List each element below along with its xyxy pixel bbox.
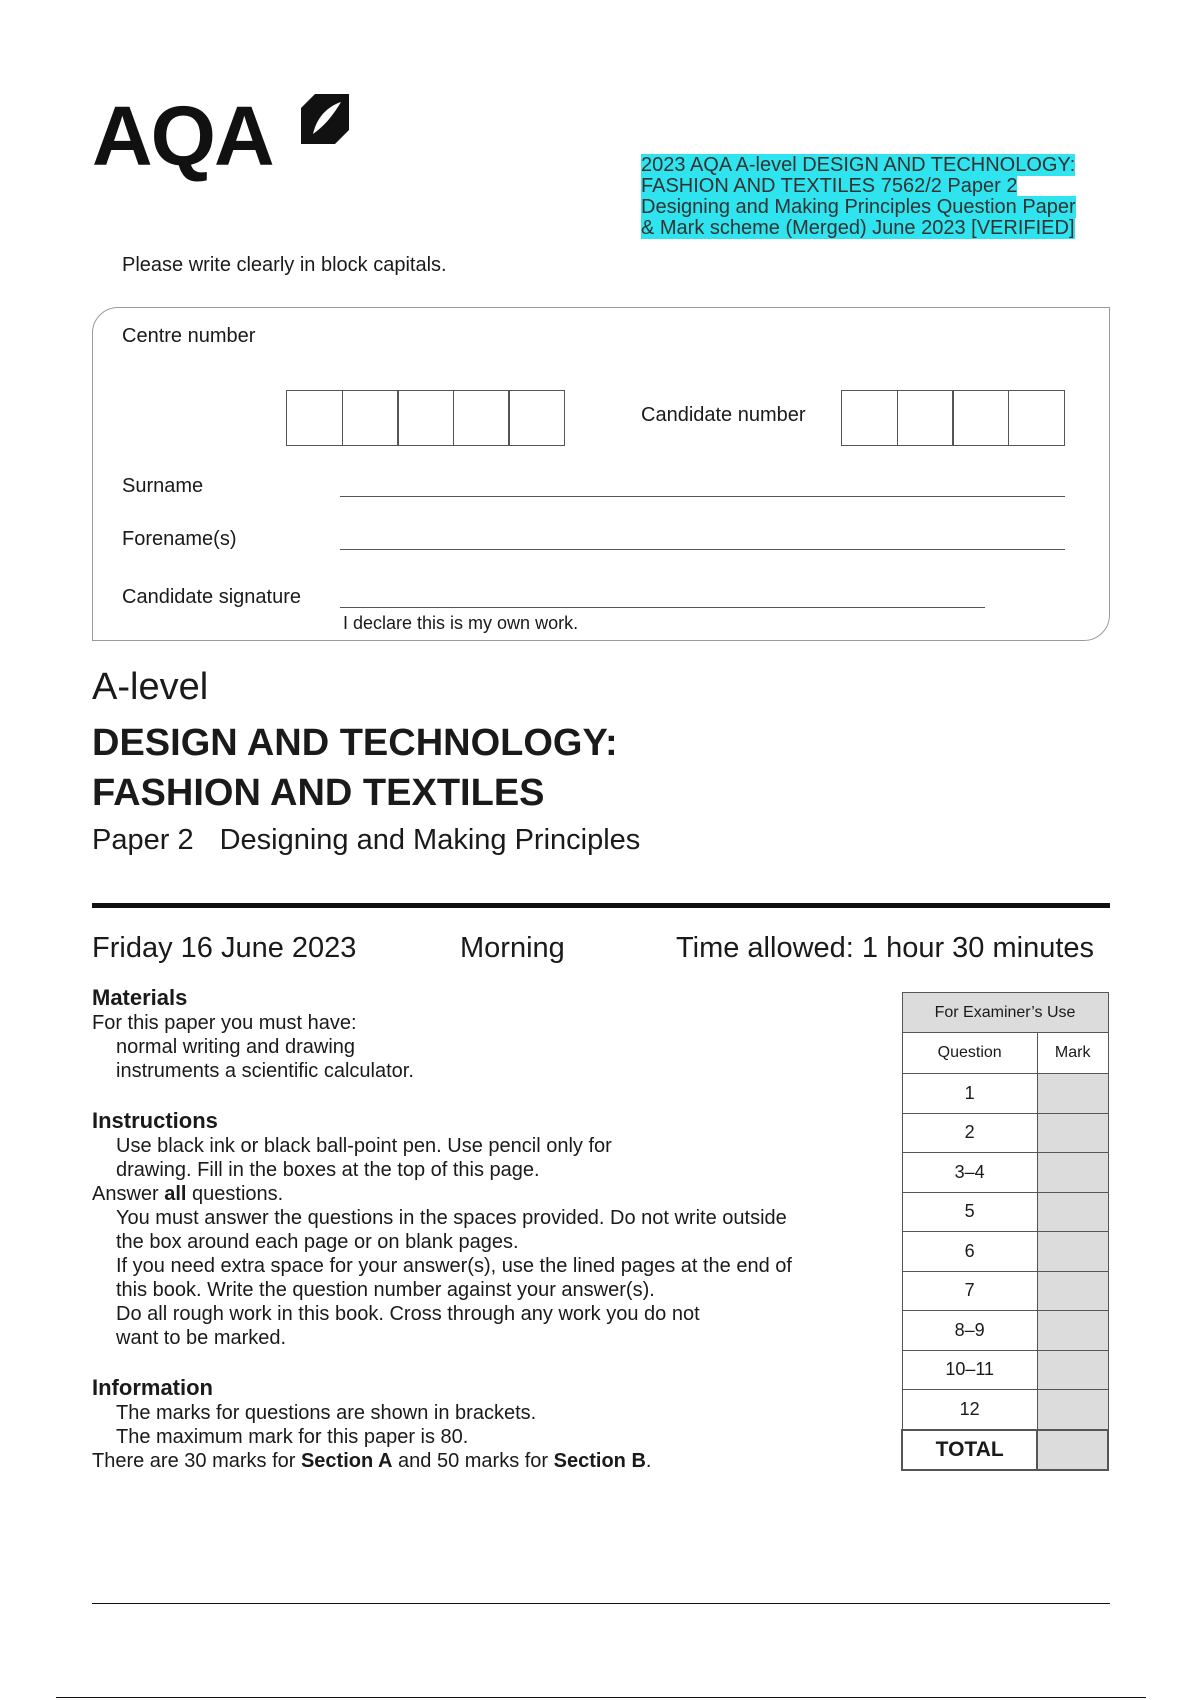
candidate-digit-box[interactable] (1008, 390, 1065, 446)
document-title-note (641, 155, 1081, 239)
instruction-line: Answer all questions. (92, 1183, 284, 1205)
total-row (902, 1430, 1108, 1471)
information-section (92, 1375, 892, 1473)
centre-digit-box[interactable] (453, 390, 510, 446)
paper-title (92, 824, 640, 857)
document-title-note-text: 2023 AQA A-level DESIGN AND TECHNOLOGY: FASHION AND TEXTILES 7562/2 Paper 2 Designing and Making Principles Question Paper & Mark scheme (Merged) June 2023 [VERIFIED] (641, 154, 1076, 239)
mark-cell (1037, 1113, 1108, 1153)
table-row (902, 1350, 1108, 1390)
question-number: 10–11 (902, 1350, 1037, 1390)
table-row (902, 1311, 1108, 1351)
instruction-line: the box around each page or on blank pages. (116, 1231, 519, 1253)
forename-field[interactable] (340, 549, 1065, 550)
question-column-header: Question (902, 1033, 1037, 1074)
divider (92, 903, 1110, 908)
candidate-number-boxes (841, 390, 1065, 446)
total-mark-cell (1037, 1430, 1108, 1471)
table-row (902, 1113, 1108, 1153)
materials-heading: Materials (92, 985, 188, 1010)
instructions-heading: Instructions (92, 1108, 218, 1133)
time-allowed: Time allowed: 1 hour 30 minutes (676, 932, 1095, 964)
instruction-line: Use black ink or black ball-point pen. Use pencil only for (116, 1135, 612, 1157)
mark-cell (1037, 1311, 1108, 1351)
footer-divider (56, 1697, 1146, 1698)
paper-number: Paper 2 (92, 824, 194, 856)
subject-title-line2: FASHION AND TEXTILES (92, 772, 545, 814)
table-row (902, 1074, 1108, 1114)
instruction-line: this book. Write the question number against your answer(s). (116, 1279, 655, 1301)
materials-section (92, 985, 892, 1083)
table-row (902, 1390, 1108, 1430)
centre-digit-box[interactable] (286, 390, 343, 446)
mark-cell (1037, 1074, 1108, 1114)
aqa-logo (92, 88, 362, 184)
subject-title-line1: DESIGN AND TECHNOLOGY: (92, 722, 618, 764)
instruction-line: If you need extra space for your answer(s), use the lined pages at the end of (116, 1255, 792, 1277)
centre-digit-box[interactable] (508, 390, 565, 446)
mark-cell (1037, 1232, 1108, 1272)
materials-line: instruments a scientific calculator. (116, 1060, 414, 1082)
mark-cell (1037, 1153, 1108, 1193)
exam-session: Morning (460, 932, 565, 964)
instruction-line: You must answer the questions in the spaces provided. Do not write outside (116, 1207, 787, 1229)
centre-number-label: Centre number (122, 325, 256, 347)
materials-line: normal writing and drawing (116, 1036, 356, 1058)
materials-line: For this paper you must have: (92, 1012, 357, 1034)
mark-cell (1037, 1271, 1108, 1311)
mark-column-header: Mark (1037, 1033, 1108, 1074)
question-number: 5 (902, 1192, 1037, 1232)
centre-number-boxes (286, 390, 565, 446)
surname-label: Surname (122, 475, 204, 497)
question-number: 1 (902, 1074, 1037, 1114)
instruction-line: drawing. Fill in the boxes at the top of this page. (116, 1159, 540, 1181)
qualification-level: A-level (92, 666, 209, 708)
surname-field[interactable] (340, 496, 1065, 497)
question-number: 12 (902, 1390, 1037, 1430)
instruction-line: Do all rough work in this book. Cross through any work you do not (116, 1303, 700, 1325)
mark-cell (1037, 1192, 1108, 1232)
mark-cell (1037, 1390, 1108, 1430)
information-line: The maximum mark for this paper is 80. (116, 1426, 469, 1448)
declaration-text: I declare this is my own work. (343, 613, 579, 633)
question-number: 7 (902, 1271, 1037, 1311)
mark-cell (1037, 1350, 1108, 1390)
information-line: The marks for questions are shown in brackets. (116, 1402, 537, 1424)
question-number: 6 (902, 1232, 1037, 1272)
table-row (902, 1153, 1108, 1193)
candidate-digit-box[interactable] (952, 390, 1009, 446)
candidate-digit-box[interactable] (841, 390, 898, 446)
bottom-divider (92, 1603, 1110, 1604)
question-number: 3–4 (902, 1153, 1037, 1193)
candidate-digit-box[interactable] (897, 390, 954, 446)
total-label: TOTAL (902, 1430, 1037, 1471)
table-row (902, 1232, 1108, 1272)
centre-digit-box[interactable] (397, 390, 454, 446)
write-instruction: Please write clearly in block capitals. (122, 254, 447, 276)
information-heading: Information (92, 1375, 213, 1400)
signature-field[interactable] (340, 607, 985, 608)
logo-text: AQA (92, 89, 273, 183)
aqa-leaf-icon (297, 90, 355, 148)
signature-label: Candidate signature (122, 586, 302, 608)
table-row (902, 1192, 1108, 1232)
question-number: 8–9 (902, 1311, 1037, 1351)
exam-date: Friday 16 June 2023 (92, 932, 357, 964)
forename-label: Forename(s) (122, 528, 237, 550)
paper-name: Designing and Making Principles (219, 824, 641, 856)
examiner-table-header: For Examiner’s Use (902, 993, 1108, 1033)
question-number: 2 (902, 1113, 1037, 1153)
candidate-number-label: Candidate number (641, 404, 806, 426)
centre-digit-box[interactable] (342, 390, 399, 446)
instruction-line: want to be marked. (116, 1327, 287, 1349)
information-line: There are 30 marks for Section A and 50 marks for Section B. (92, 1450, 652, 1472)
instructions-section (92, 1108, 892, 1350)
examiner-use-table (901, 992, 1109, 1471)
subject-title (92, 718, 618, 818)
table-row (902, 1271, 1108, 1311)
